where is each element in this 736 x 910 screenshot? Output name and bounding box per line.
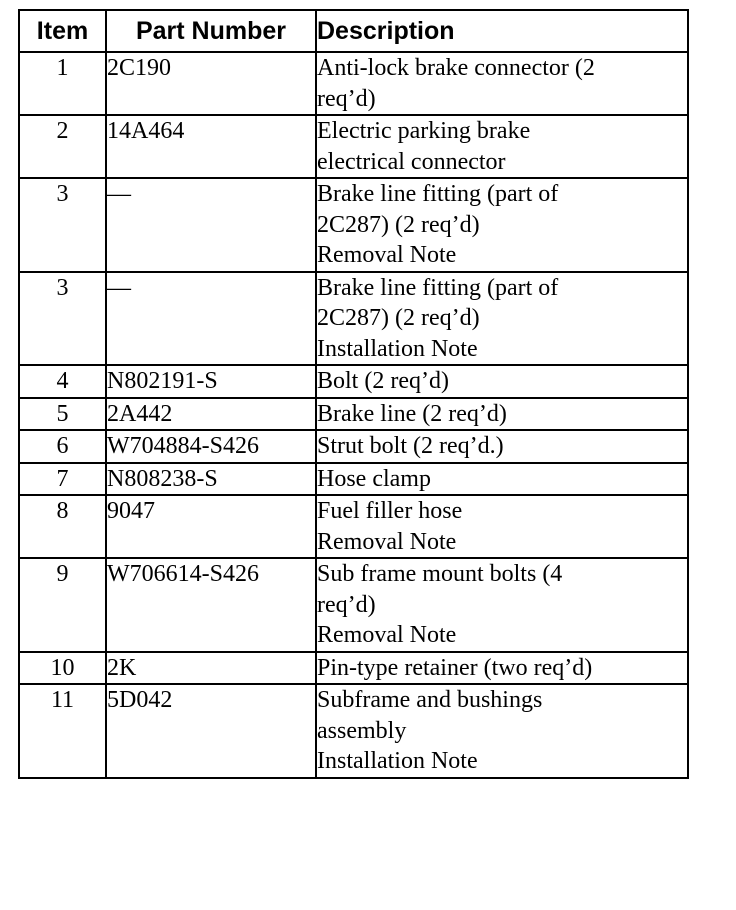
item-cell: 1 (19, 52, 106, 115)
part-number-cell: N802191-S (106, 365, 316, 398)
table-row (19, 684, 688, 778)
description-line: Brake line (2 req’d) (317, 400, 507, 427)
description-line: Bolt (2 req’d) (317, 368, 449, 394)
description-line: 2C287) (2 req’d) (317, 305, 480, 331)
description-cell (316, 178, 688, 272)
table-row (19, 463, 688, 496)
table-row (19, 115, 688, 178)
table-row (19, 652, 688, 685)
description-line: 2C287) (2 req’d) (317, 211, 480, 238)
description-line: assembly (317, 717, 407, 744)
description-line: electrical connector (317, 148, 506, 175)
header-row (19, 10, 688, 52)
part-number-cell: — (106, 178, 316, 272)
description-cell (316, 272, 688, 366)
table-row (19, 495, 688, 558)
description-cell (316, 495, 688, 558)
table-row (19, 178, 688, 272)
description-cell (316, 398, 688, 431)
description-line: Strut bolt (2 req’d.) (317, 433, 504, 459)
item-cell: 6 (19, 430, 106, 463)
description-cell (316, 558, 688, 652)
description-line: Pin-type retainer (two req’d) (317, 654, 593, 681)
description-line: Brake line fitting (part of (317, 181, 559, 207)
description-line: Removal Note (317, 622, 457, 648)
item-cell: 2 (19, 115, 106, 178)
item-cell: 3 (19, 272, 106, 366)
header-part-number: Part Number (106, 10, 316, 52)
table-row (19, 398, 688, 431)
part-number-cell: 5D042 (106, 684, 316, 778)
item-cell: 7 (19, 463, 106, 496)
table-row (19, 272, 688, 366)
description-line: Fuel filler hose (317, 498, 463, 524)
description-cell (316, 463, 688, 496)
description-cell (316, 430, 688, 463)
parts-table (18, 9, 689, 779)
part-number-cell: W706614-S426 (106, 558, 316, 652)
description-line: Subframe and bushings (317, 687, 543, 713)
description-line: Brake line fitting (part of (317, 274, 559, 301)
description-line: Installation Note (317, 748, 478, 774)
description-line: Anti-lock brake connector (2 (317, 55, 595, 81)
table-row (19, 430, 688, 463)
description-cell (316, 115, 688, 178)
item-cell: 8 (19, 495, 106, 558)
table-row (19, 365, 688, 398)
part-number-cell: W704884-S426 (106, 430, 316, 463)
description-line: Removal Note (317, 528, 457, 555)
part-number-cell: 14A464 (106, 115, 316, 178)
item-cell: 9 (19, 558, 106, 652)
part-number-cell: N808238-S (106, 463, 316, 496)
description-line: Electric parking brake (317, 118, 531, 144)
part-number-cell: 2A442 (106, 398, 316, 431)
description-cell (316, 365, 688, 398)
part-number-cell: 2C190 (106, 52, 316, 115)
description-line: req’d) (317, 85, 376, 112)
part-number-cell: 2K (106, 652, 316, 685)
item-cell: 11 (19, 684, 106, 778)
item-cell: 10 (19, 652, 106, 685)
item-cell: 5 (19, 398, 106, 431)
part-number-cell: — (106, 272, 316, 366)
description-line: Removal Note (317, 242, 457, 268)
description-cell (316, 652, 688, 685)
table-body (19, 52, 688, 778)
item-cell: 4 (19, 365, 106, 398)
description-line: Installation Note (317, 335, 478, 362)
header-description: Description (316, 10, 688, 52)
description-line: Hose clamp (317, 465, 431, 492)
table-row (19, 52, 688, 115)
description-line: Sub frame mount bolts (4 (317, 561, 563, 587)
description-line: req’d) (317, 591, 376, 618)
item-cell: 3 (19, 178, 106, 272)
table-row (19, 558, 688, 652)
header-item: Item (19, 10, 106, 52)
description-cell (316, 684, 688, 778)
table-header (19, 10, 688, 52)
part-number-cell: 9047 (106, 495, 316, 558)
description-cell (316, 52, 688, 115)
